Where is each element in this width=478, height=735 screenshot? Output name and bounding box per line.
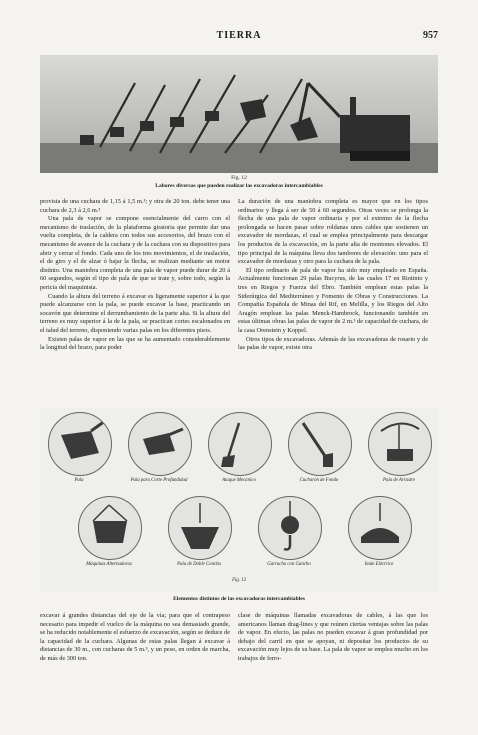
paragraph: excavar á grandes distancias del eje de la vía; para que el contrapeso necesario para impedir el vuelco de la máquina no sea demasiado grande, se ha reducido notablemente el esfuerzo de excavación, según se deduce de la capacidad de la cuchara. Algunas de estas palas llegan á excavar á distancias de 30 m., con cucharas de 5 m.³, y un peso, en orden de marcha, de más de 300 ton. <box>40 612 230 662</box>
page-header <box>40 30 438 44</box>
paragraph: La duración de una maniobra completa es mayor que en los tipos ordinarios y llega á ser de 50 á 60 segundos. Otras veces se prolonga la flecha de una pala de vapor ordinaria y por el extremo de la flecha prolongada se hacen pasar sobre roldanas unos cables que sostienen un excavador de mordazas, el cual se emplea principalmente para descargar los productos de la excavación, en la parte alta de montones elevados. El tipo principal de la máquina lleva dos tambores de elevación: uno para el excavador de mordazas y otro para la cuchara de la pala. <box>238 198 428 266</box>
deep-cut-shovel-illustration <box>128 412 192 476</box>
figure-12-label: Fig. 12 <box>231 175 247 181</box>
figure-13-plate <box>40 408 438 592</box>
figure-13-label-3: Ataque Mecánico <box>222 478 256 483</box>
paragraph: Una pala de vapor se compone esencialmente del carro con el mecanismo de traslación, de la plataforma giratoria que permite dar una vuelta completa, de la caldera con todos sus accesorios, del brazo con el mecanismo de avance de la cuchara y de la cuchara con su dispositivo para abrir y cerrar el fondo. Cada uno de los tres movimientos, el de traslación, el de giro y el de alzar ó bajar la flecha, se realizan mediante un motor distinto. Una maniobra completa de una pala de vapor puede durar de 20 á 60 segundos, según el tipo de pala de que se trate y, sobre todo, según la pericia del maquinista. <box>40 215 230 291</box>
figure-12-caption: Labores diversas que pueden realizar las excavadoras intercambiables <box>155 183 323 189</box>
mechanical-attack-illustration <box>208 412 272 476</box>
figure-13-label-8: Garrucho con Gancho <box>267 562 311 567</box>
paragraph: El tipo ordinario de pala de vapor ha sido muy empleado en España. Actualmente funcionan 29 palas Bucyrus, de las cuales 17 en Riotinto y tres en Riegos y Fuerza del Ebro. También emplean estas palas la Siderúrgica del Mediterráneo y Fomento de Obras y Construcciones. La Compañía Española de Minas del Rif, en Melilla, y los Riegos del Alto Aragón emplean las palas Menck-Hambrock, funcionando también en estas últimas obras las palas de vapor de 2 m.³ de capacidad de cuchara, de la casa Orenstein y Koppel. <box>238 266 428 334</box>
hook-pulley-illustration <box>258 496 322 560</box>
figure-13-label-6: Máquinas Alternadoras <box>86 562 132 567</box>
alternating-machine-illustration <box>78 496 142 560</box>
bottom-bucket-illustration <box>288 412 352 476</box>
lower-text-columns <box>40 612 438 722</box>
figure-13-label-7: Pala de Doble Concha <box>177 562 221 567</box>
electric-magnet-illustration <box>348 496 412 560</box>
paragraph: Existen palas de vapor en las que se ha aumentado considerablemente la longitud del brazo, para poder <box>40 335 230 352</box>
figure-13-label-1: Pala <box>74 478 84 483</box>
figure-13-label: Fig. 13 <box>232 578 246 583</box>
page-number: 957 <box>423 30 438 41</box>
figure-12-photo <box>40 55 438 173</box>
running-title: TIERRA <box>216 30 262 41</box>
excavators-photo-illustration <box>40 55 438 173</box>
figure-13-label-2: Pala para Corte Profundidad <box>130 478 188 483</box>
figure-13-label-9: Imán Eléctrico <box>364 562 394 567</box>
shovel-illustration <box>48 412 112 476</box>
upper-right-column <box>238 198 428 353</box>
figure-13-label-5: Pala de Arrastre <box>383 478 415 483</box>
dragline-bucket-illustration <box>368 412 432 476</box>
paragraph: Cuando la altura del terreno á excavar es ligeramente superior á la que puede alcanzarse con la pala, se puede excavar la base, practicando un socavón que determine el derrumbamiento de la parte alta. Si la altura del terreno es muy superior á la de la pala, se practican cortes escalonados en el talud del terreno, disponiendo varias palas en los diferentes pisos. <box>40 292 230 334</box>
lower-left-column <box>40 612 230 664</box>
figure-13-caption: Elementos distintos de las excavadoras intercambiables <box>173 596 305 602</box>
upper-text-columns <box>40 198 438 403</box>
clamshell-bucket-illustration <box>168 496 232 560</box>
paragraph: provista de una cuchara de 1,15 á 1,5 m.³; y otra de 20 ton. debe tener una cuchara de 2,3 á 2,6 m.³ <box>40 198 230 214</box>
lower-right-column <box>238 612 428 664</box>
figure-13-label-4: Cucharón de Fondo <box>299 478 339 483</box>
paragraph: clase de máquinas llamadas excavadoras de cables, á las que los americanos llaman drag-lines y que reúnen ciertas ventajas sobre las palas de vapor. En efecto, las palas no pueden excavar á gran profundidad por debajo del carril en que se apoyan, ni depositar los productos de su excavación muy lejos de su base. La pala de vapor se emplea mucho en los trabajos de ferro- <box>238 612 428 662</box>
paragraph: Otros tipos de excavadoras. Además de las excavadoras de rosario y de las palas de vapor, existe otra <box>238 335 428 352</box>
upper-left-column <box>40 198 230 353</box>
